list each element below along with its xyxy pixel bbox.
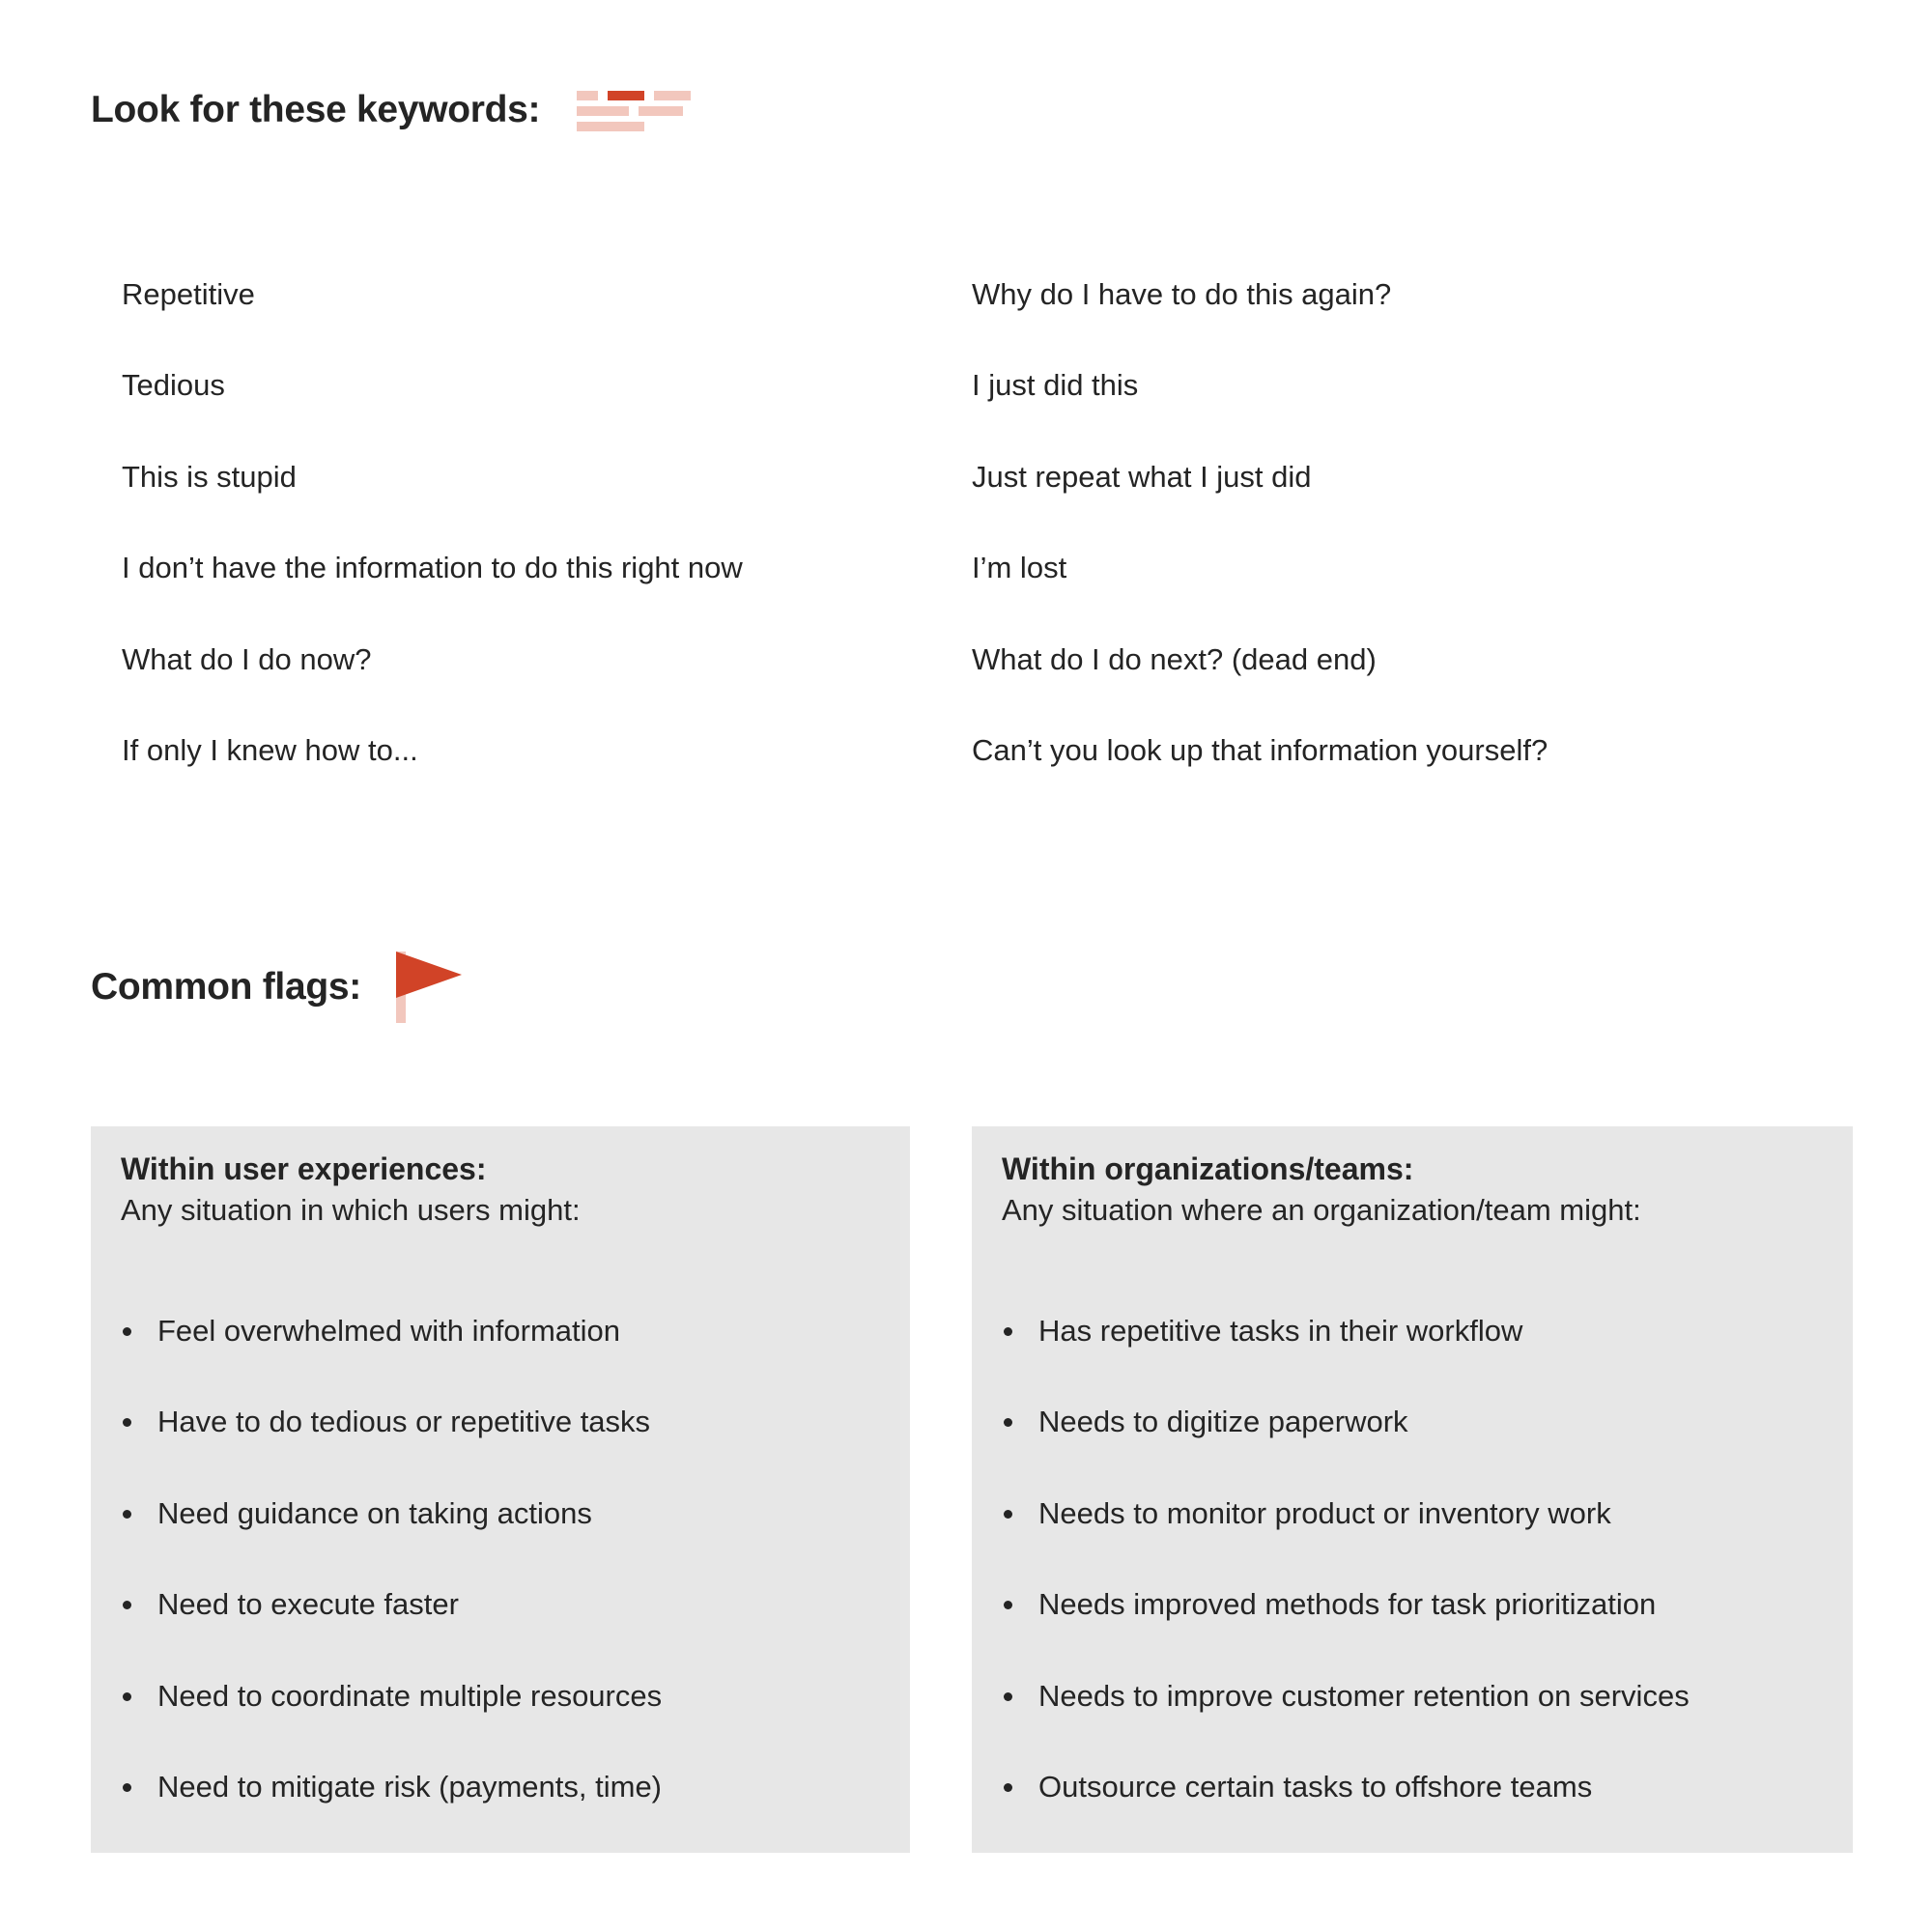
box-subtitle: Any situation in which users might:	[121, 1193, 581, 1227]
list-item	[121, 1675, 880, 1766]
organizations-teams-box	[972, 1126, 1853, 1853]
list-item	[1002, 1492, 1823, 1583]
keyword-item: Can’t you look up that information yourself?	[972, 732, 1548, 767]
keywords-right-column	[972, 270, 1548, 817]
keyword-line	[577, 91, 598, 100]
bullet-icon	[1004, 1692, 1012, 1701]
flags-heading	[91, 962, 466, 1012]
flag-icon	[396, 952, 466, 1023]
list-item	[121, 1766, 880, 1857]
keywords-title: Look for these keywords:	[91, 89, 541, 130]
list-item	[121, 1583, 880, 1674]
keywords-left-column	[122, 270, 743, 817]
keyword-item: What do I do next? (dead end)	[972, 641, 1377, 676]
flag-icon-svg	[396, 952, 466, 1023]
user-experiences-box	[91, 1126, 910, 1853]
list-item-text: Have to do tedious or repetitive tasks	[157, 1405, 651, 1439]
bullet-icon	[123, 1692, 131, 1701]
list-item-text: Feel overwhelmed with information	[157, 1314, 620, 1348]
list-item	[1002, 1583, 1823, 1674]
list-item-text: Need to coordinate multiple resources	[157, 1678, 663, 1713]
box-subtitle: Any situation where an organization/team might:	[1002, 1193, 1641, 1227]
bullet-icon	[123, 1327, 131, 1336]
keyword-line	[577, 106, 629, 116]
keyword-line	[639, 106, 683, 116]
keyword-item: What do I do now?	[122, 641, 372, 676]
list-item-text: Need to execute faster	[157, 1587, 459, 1622]
list-item-text: Needs improved methods for task prioritization	[1038, 1587, 1657, 1622]
keyword-item: This is stupid	[122, 459, 297, 494]
list-item-text: Need guidance on taking actions	[157, 1495, 592, 1530]
bullet-icon	[123, 1510, 131, 1519]
bullet-icon	[1004, 1601, 1012, 1609]
list-item	[1002, 1310, 1823, 1401]
keyword-item: Repetitive	[122, 277, 255, 311]
keyword-item: If only I knew how to...	[122, 732, 418, 767]
user-experiences-list	[121, 1310, 880, 1857]
list-item	[121, 1310, 880, 1401]
bullet-icon	[123, 1783, 131, 1792]
box-title: Within user experiences:	[121, 1151, 487, 1186]
keyword-item: I don’t have the information to do this right now	[122, 551, 743, 585]
list-item-text: Outsource certain tasks to offshore teams	[1038, 1769, 1593, 1804]
list-item	[1002, 1401, 1823, 1492]
keyword-item: Just repeat what I just did	[972, 459, 1312, 494]
list-item	[121, 1492, 880, 1583]
bullet-icon	[1004, 1418, 1012, 1427]
list-item	[1002, 1766, 1823, 1857]
keyword-line	[654, 91, 691, 100]
list-item	[1002, 1675, 1823, 1766]
bullet-icon	[123, 1601, 131, 1609]
keyword-item: I just did this	[972, 368, 1139, 403]
flags-title: Common flags:	[91, 966, 361, 1008]
keyword-line-highlight	[608, 91, 644, 100]
bullet-icon	[123, 1418, 131, 1427]
list-item-text: Needs to digitize paperwork	[1038, 1405, 1408, 1439]
list-item	[121, 1401, 880, 1492]
keyword-lines-icon	[577, 87, 693, 133]
list-item-text: Needs to improve customer retention on services	[1038, 1678, 1690, 1713]
keyword-item: Why do I have to do this again?	[972, 277, 1392, 311]
organizations-teams-list	[1002, 1310, 1823, 1857]
bullet-icon	[1004, 1510, 1012, 1519]
bullet-icon	[1004, 1327, 1012, 1336]
flag-banner	[396, 952, 462, 998]
keyword-line	[577, 122, 644, 131]
box-title: Within organizations/teams:	[1002, 1151, 1414, 1186]
keyword-item: Tedious	[122, 368, 225, 403]
bullet-icon	[1004, 1783, 1012, 1792]
list-item-text: Needs to monitor product or inventory work	[1038, 1495, 1611, 1530]
keyword-item: I’m lost	[972, 551, 1067, 585]
list-item-text: Need to mitigate risk (payments, time)	[157, 1769, 663, 1804]
list-item-text: Has repetitive tasks in their workflow	[1038, 1314, 1523, 1348]
keywords-heading	[91, 85, 693, 135]
